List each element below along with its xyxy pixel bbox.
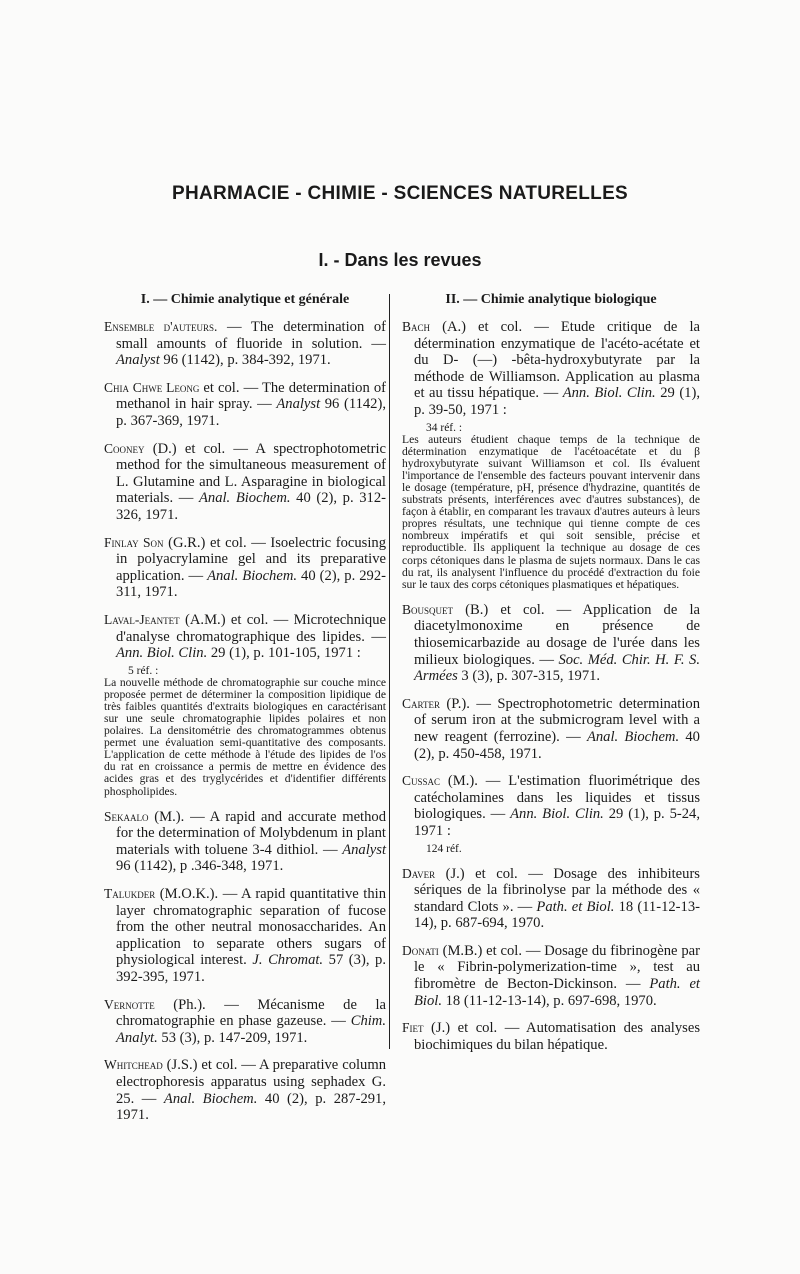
bibliography-entry (104, 1057, 386, 1123)
entry-author: Talukder (104, 886, 156, 901)
entry-citation: 57 (3), p. 392-395, 1971. (116, 952, 386, 985)
right-column (402, 292, 700, 1064)
entry-text: (M.O.K.). — A rapid quantitative thin layer chromatographic separation of fucose from the other neutral monosaccharides. An application to separate others sugars of physiological interest. (116, 886, 386, 969)
entry-author: Sekaalo (104, 808, 149, 824)
section-title-rest: les revues (388, 250, 482, 270)
bibliography-entry (104, 441, 386, 524)
entry-citation: 40 (2), p. 312-326, 1971. (116, 490, 386, 523)
entry-journal: Chim. Analyt. (116, 1013, 386, 1046)
entry-text: (J.S.) et col. — A preparative column electrophoresis apparatus using sephadex G. 25. — (116, 1057, 386, 1107)
entry-journal: Anal. Biochem. (207, 567, 298, 584)
entry-ref-count: 124 réf. (426, 842, 462, 855)
entry-citation: 96 (1142), p. 384-392, 1971. (159, 352, 331, 369)
bibliography-entry (104, 809, 386, 875)
entry-citation: 29 (1), p. 5-24, 1971 : (414, 806, 700, 839)
bibliography-entry (402, 696, 700, 762)
entry-citation: 18 (11-12-13-14), p. 687-694, 1970. (414, 898, 700, 932)
entry-author: Laval-Jeantet (104, 611, 180, 627)
bibliography-entry (402, 866, 700, 932)
entry-text: — The determination of small amounts of fluoride in solution. — (116, 319, 386, 352)
entry-text: (P.). — Spectrophotometric determination of serum iron at the submicrogram level with a new reagent (ferrozine). — (414, 695, 700, 745)
entry-text: (M.). — L'estimation fluorimétrique des catécholamines dans les liquides et tissus biologiques. — (414, 773, 700, 823)
left-heading: I. — Chimie analytique et générale (140, 292, 350, 307)
entry-author: Donati (402, 942, 439, 958)
entry-text: (A.M.) et col. — Microtechnique d'analyse chromatographique des lipides. — (116, 611, 386, 645)
entry-citation: 53 (3), p. 147-209, 1971. (157, 1029, 308, 1046)
page-title: PHARMACIE - CHIMIE - SCIENCES NATURELLES (171, 183, 629, 204)
entry-journal: Analyst (342, 841, 386, 858)
entry-journal: Analyst (276, 396, 321, 413)
entry-journal: Ann. Biol. Clin. (562, 385, 656, 402)
entry-text: et col. — The determination of methanol in hair spray. — (116, 379, 386, 413)
entry-author: Cooney (104, 440, 145, 456)
bibliography-entry (104, 886, 386, 986)
entry-journal: Ann. Biol. Clin. (510, 806, 604, 823)
entry-journal: Path. et Biol. (414, 976, 700, 1009)
entry-abstract: La nouvelle méthode de chromatographie sur couche mince proposée permet de déterminer la composition lipidique de très faibles quantités d'extraits biologiques en caractérisant sur une seule chromatographie lipides polaires et non polaires. La densitométrie des chromatogrammes obtenus permet une évaluation semi-quantitative des composants. L'application de cette méthode à l'étude des lipides de l'os du rat en croissance a permis de mettre en évidence des acides gras et des tryglycérides et d'identifier différents phospholipides. (104, 675, 386, 798)
entry-journal: Soc. Méd. Chir. H. F. S. Armées (414, 651, 700, 685)
entry-author: Chia Chwe Leong (104, 379, 200, 395)
entry-journal: Analyst (116, 352, 160, 369)
entry-ref-count: 34 réf. : (426, 421, 463, 434)
entry-author: Ensemble d'auteurs. (104, 319, 218, 334)
section-number: I. - (318, 250, 345, 270)
bibliography-entry (104, 997, 386, 1047)
bibliography-entry (402, 1020, 700, 1053)
entry-text: (D.) et col. — A spectrophotometric method for the simultaneous measurement of L. Glutamine and L. Asparagine in biological materials. — (116, 440, 386, 507)
entry-text: (J.) et col. — Dosage des inhibiteurs sériques de la fibrinolyse par la méthode des « standard Clots ». — (414, 865, 700, 915)
bibliography-entry (402, 319, 700, 591)
entry-author: Bach (402, 319, 431, 334)
entry-ref-count: 5 réf. : (128, 664, 159, 677)
entry-citation: 18 (11-12-13-14), p. 697-698, 1970. (441, 992, 657, 1009)
entry-text: (Ph.). — Mécanisme de la chromatographie en phase gazeuse. — (116, 996, 386, 1030)
entry-citation: 40 (2), p. 287-291, 1971. (116, 1090, 386, 1124)
entry-citation: 40 (2), p. 450-458, 1971. (414, 728, 700, 762)
entry-journal: Anal. Biochem. (198, 490, 291, 507)
right-heading: II. — Chimie analytique biologique (445, 292, 657, 307)
entry-author: Fiet (402, 1020, 424, 1036)
entry-citation: 29 (1), p. 39-50, 1971 : (414, 385, 700, 418)
entry-citation: 3 (3), p. 307-315, 1971. (457, 668, 601, 685)
section-title-bold: Dans (344, 250, 389, 270)
entry-text: (G.R.) et col. — Isoelectric focusing in polyacrylamine gel and its preparative application. — (116, 534, 387, 584)
entry-author: Carter (402, 695, 440, 711)
entry-journal: J. Chromat. (252, 952, 324, 969)
entry-author: Whitchead (104, 1057, 163, 1073)
entry-author: Bousquet (402, 601, 454, 617)
entry-citation: 96 (1142), p. 367-369, 1971. (116, 396, 386, 429)
entry-text: (B.) et col. — Application de la diacetylmonoxime en présence de thiosemicarbazide au dosage de l'urée dans les milieux biologiques. — (414, 601, 700, 668)
bibliography-entry (104, 319, 386, 369)
section-title (0, 250, 800, 271)
bibliography-entry (104, 535, 386, 601)
entry-abstract: Les auteurs étudient chaque temps de la technique de détermination enzymatique de l'acétoacétate et du β hydroxybutyrate suivant Williamson et col. Ils évaluent l'importance de l'ensemble des facteurs pouvant intervenir dans le dosage (température, pH, présence d'hydrazine, quantités de substrats présents, interférences avec d'autres substances), de façon à établir, en comparant les travaux d'autres auteurs à leurs propres résultats, une technique qui tienne compte de ces nombreux impératifs et qui soit sensible, précise et reproductible. Ils appliquent la technique au dosage de ces corps cétoniques dans le plasma de sujets normaux. Dans le cas du rat, ils analysent l'influence du procédé d'extraction du foie sur le taux des corps cétoniques plasmatiques et hépatiques. (402, 432, 700, 591)
entry-journal: Anal. Biochem. (586, 728, 680, 745)
entry-text: (A.) et col. — Etude critique de la détermination enzymatique de l'acéto-acétate et du D- (—) -bêta-hydroxybutyrate par la méthode de Williamson. Application au plasma et au tissu hépatique. — (414, 319, 700, 402)
entry-author: Finlay Son (104, 534, 164, 550)
entry-author: Cussac (402, 773, 441, 789)
bibliography-entry (402, 773, 700, 854)
entry-author: Vernotte (104, 996, 155, 1012)
entry-journal: Path. et Biol. (536, 898, 615, 915)
bibliography-entry (104, 380, 386, 430)
entry-journal: Ann. Biol. Clin. (116, 645, 208, 662)
entry-author: Daver (402, 865, 436, 881)
entry-text: (M.B.) et col. — Dosage du fibrinogène par le « Fibrin-polymerization-time », test au fibromètre de Becton-Dickinson. — (414, 942, 700, 993)
bibliography-entry (402, 602, 700, 685)
entry-journal: Anal. Biochem. (163, 1090, 258, 1107)
entry-text: (M.). — A rapid and accurate method for the determination of Molybdenum in plant materials with toluene 3-4 dithiol. — (116, 808, 386, 858)
column-divider (389, 294, 390, 1049)
left-column (104, 292, 386, 1135)
entry-text: (J.) et col. — Automatisation des analyses biochimiques du bilan hépatique. (414, 1020, 700, 1053)
entry-citation: 40 (2), p. 292-311, 1971. (116, 567, 386, 601)
bibliography-entry (104, 612, 386, 798)
bibliography-entry (402, 943, 700, 1009)
entry-citation: 96 (1142), p .346-348, 1971. (116, 858, 284, 875)
entry-citation: 29 (1), p. 101-105, 1971 : (207, 645, 361, 662)
